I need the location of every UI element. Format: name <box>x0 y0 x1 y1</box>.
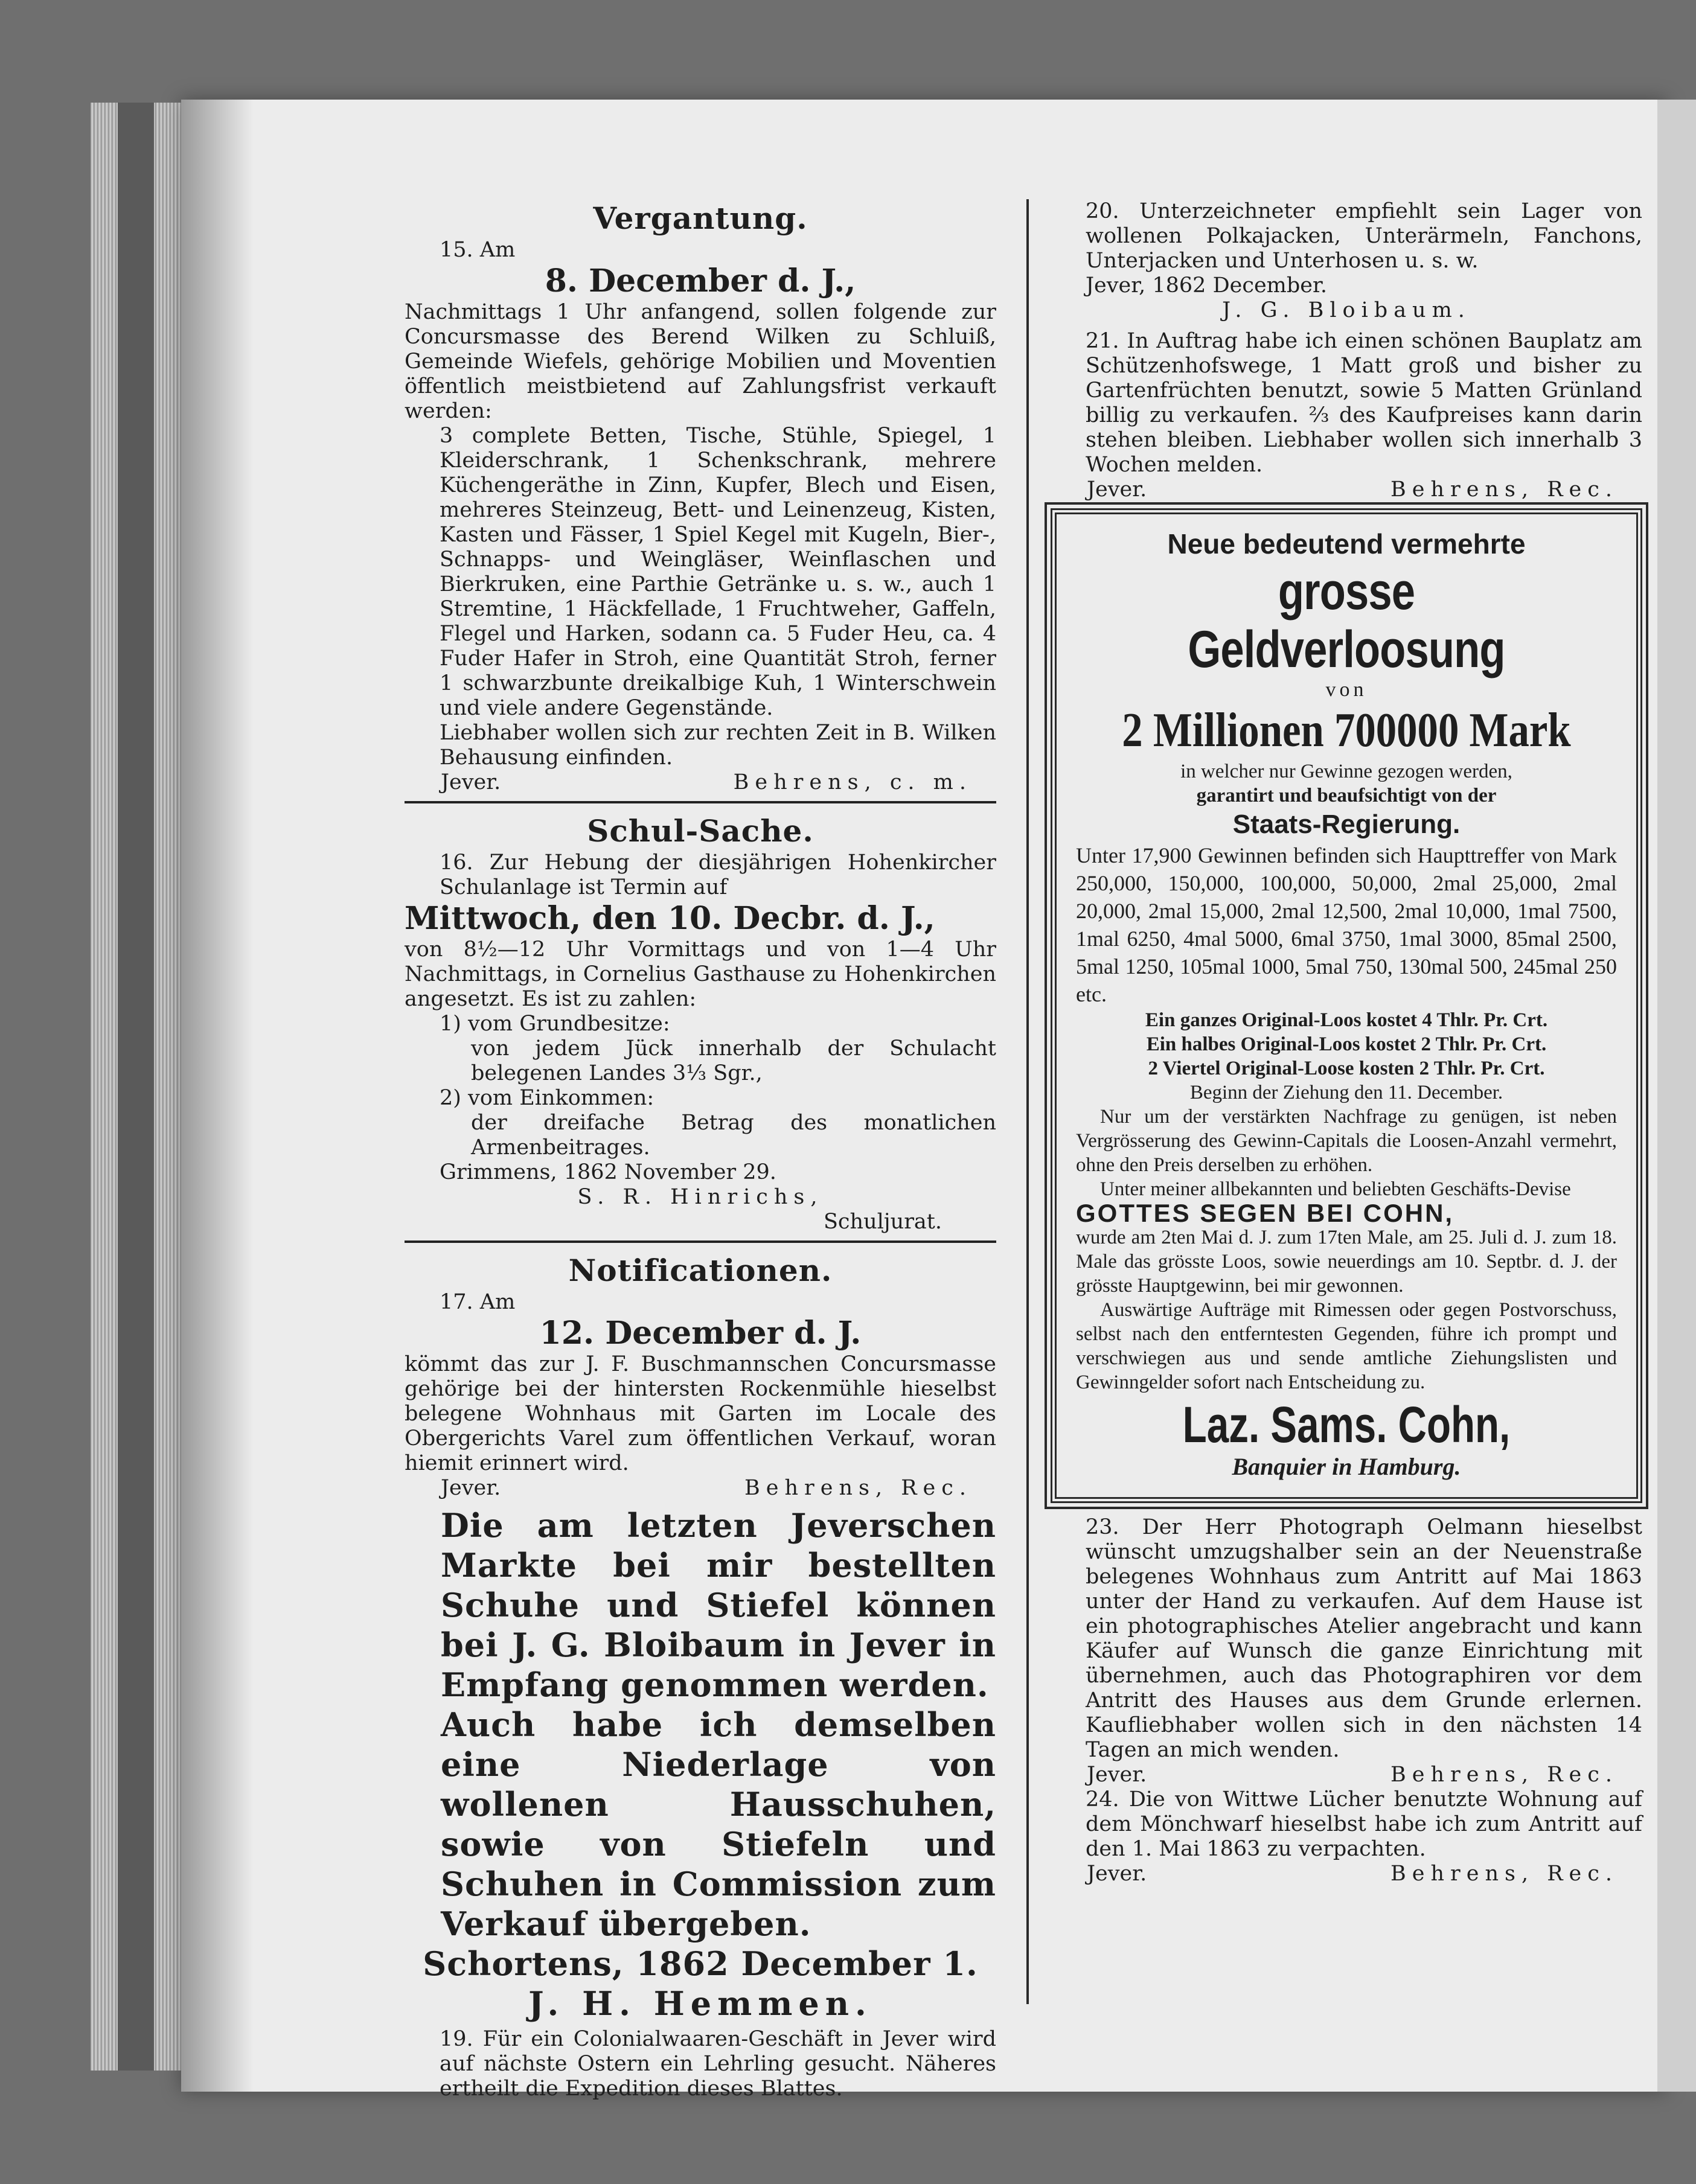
signature-name: Behrens, Rec. <box>1390 1763 1618 1787</box>
place-date: Grimmens, 1862 November 29. <box>440 1160 776 1184</box>
ad-paragraph-2: Unter meiner allbekannten und beliebten Geschäfts-Devise <box>1100 1178 1571 1200</box>
section-heading-vergantung: Vergantung. <box>593 200 808 236</box>
ad-line-1: Neue bedeutend vermehrte <box>1167 528 1526 560</box>
ad-price-half: Ein halbes Original-Loos kostet 2 Thlr. Pr. Crt. <box>1146 1033 1547 1055</box>
large-announcement: Die am letzten Jeverschen Markte bei mir bestellten Schuhe und Stiefel können bei J. G. Bloibaum in Jever in Empfang genommen werden. <box>441 1506 996 1704</box>
signature-place: Jever. <box>441 770 501 794</box>
section-rule <box>405 801 996 803</box>
notice-number: 17. Am <box>440 1290 516 1314</box>
signature-line <box>405 1476 996 1501</box>
auction-date: 8. December d. J., <box>545 263 856 299</box>
ad-draw-date: Beginn der Ziehung den 11. December. <box>1189 1082 1503 1103</box>
signature-place: Jever. <box>1087 477 1147 502</box>
sale-date: 12. December d. J. <box>539 1315 862 1352</box>
signature-line <box>1051 1763 1642 1787</box>
ad-paragraph-1: Nur um der verstärkten Nachfrage zu genügen, ist neben Vergrösserung des Gewinn-Capitals die Loosen-Anzahl vermehrt, ohne den Preis derselben zu erhöhen. <box>1076 1106 1617 1176</box>
list-item-detail: der dreifache Betrag des monatlichen Armenbeitrages. <box>471 1111 996 1160</box>
next-page-edge <box>1657 100 1696 2092</box>
notice-body: von 8½—12 Uhr Vormittags und von 1—4 Uhr Nachmittags, in Cornelius Gasthause zu Hohenkirchen angesetzt. Es ist zu zahlen: <box>405 937 996 1011</box>
signature-line <box>405 770 996 795</box>
right-column <box>1051 199 1642 1886</box>
ad-line-6: garantirt und beaufsichtigt von der <box>1196 785 1497 806</box>
ad-paragraph-4: Auswärtige Aufträge mit Rimessen oder gegen Postvorschuss, selbst nach den entferntesten Gegenden, führe ich prompt und verschwiegen aus und sende amtliche Ziehungslisten und Gewinngelder sofort nach Entscheidung zu. <box>1076 1299 1617 1393</box>
notice-20: 20. Unterzeichneter empfiehlt sein Lager von wollenen Polkajacken, Unterärmeln, Fanchons, Unterjacken und Unterhosen u. s. w. <box>1086 199 1642 273</box>
place-date: Jever, 1862 December. <box>1086 273 1327 298</box>
large-announcement-continued: Auch habe ich demselben eine Niederlage von wollenen Hausschuhen, sowie von Stiefeln und Schuhen in Commission zum Verkauf übergeben. <box>441 1705 996 1943</box>
signature-name: S. R. Hinrichs, <box>577 1185 824 1209</box>
ad-line-von: von <box>1325 679 1368 701</box>
column-divider <box>1026 199 1029 2004</box>
section-rule <box>405 1240 996 1243</box>
list-item: 1) vom Grundbesitze: <box>440 1012 670 1036</box>
large-announcement-signature: J. H. Hemmen. <box>528 1984 872 2023</box>
signature-name: J. G. Bloibaum. <box>1222 298 1471 322</box>
list-item: 2) vom Einkommen: <box>440 1086 654 1110</box>
ad-price-quarter: 2 Viertel Original-Loose kosten 2 Thlr. Pr. Crt. <box>1148 1058 1545 1079</box>
ad-firm-name: Laz. Sams. Cohn, <box>1182 1396 1511 1453</box>
notice-body: Nachmittags 1 Uhr anfangend, sollen folgende zur Concursmasse des Berend Wilken zu Schluiß, Gemeinde Wiefels, gehörige Mobilien und Moventien öffentlich meistbietend auf Zahlungsfrist verkauft werden: <box>405 300 996 423</box>
item-list: 3 complete Betten, Tische, Stühle, Spiegel, 1 Kleiderschrank, 1 Schenkschrank, mehrere Küchengeräthe in Zinn, Kupfer, Blech und Eisen, mehreres Steinzeug, Bett- und Leinenzeug, Kisten, Kasten und Fässer, 1 Spiel Kegel mit Kugeln, Bier-, Schnapps- und Weingläser, Weinflaschen und Bierkruken, eine Parthie Getränke u. s. w., auch 1 Stremtine, 1 Häckfellade, 1 Fruchtweher, Gaffeln, Flegel und Harken, sodann ca. 5 Fuder Heu, ca. 4 Fuder Hafer in Stroh, eine Quantität Stroh, ferner 1 schwarzbunte dreikalbige Kuh, 1 Winterschwein und viele andere Gegenstände. <box>440 424 996 720</box>
large-announcement-place: Schortens, 1862 December 1. <box>423 1944 978 1983</box>
list-item-detail: von jedem Jück innerhalb der Schulacht belegenen Landes 3⅓ Sgr., <box>471 1036 996 1085</box>
meeting-date: Mittwoch, den 10. Decbr. d. J., <box>405 900 935 937</box>
left-column <box>405 199 996 2101</box>
section-heading-notificationen: Notificationen. <box>568 1253 833 1288</box>
ad-headline: grosse Geldverloosung <box>1188 563 1505 679</box>
notice-24: 24. Die von Wittwe Lücher benutzte Wohnung auf dem Mönchwarf hieselbst habe ich zum Antritt auf den 1. Mai 1863 zu verpachten. <box>1086 1787 1642 1861</box>
signature-name: Behrens, Rec. <box>1390 477 1618 502</box>
ad-line-5: in welcher nur Gewinne gezogen werden, <box>1180 761 1512 782</box>
book-cover-edge <box>118 103 154 2071</box>
notice-body: kömmt das zur J. F. Buschmannschen Concursmasse gehörige bei der hintersten Rockenmühle hieselbst belegene Wohnhaus mit Garten im Locale des Obergerichts Varel zum öffentlichen Verkauf, woran hiemit erinnert wird. <box>405 1352 996 1475</box>
notice-21: 21. In Auftrag habe ich einen schönen Bauplatz am Schützenhofswege, 1 Matt groß und bisher zu Gartenfrüchten benutzt, sowie 5 Matten Grünland billig zu verkaufen. ⅔ des Kaufpreises kann darin stehen bleiben. Liebhaber wollen sich innerhalb 3 Wochen melden. <box>1086 329 1642 477</box>
ad-firm-subtitle: Banquier in Hamburg. <box>1232 1453 1461 1480</box>
signature-name: Behrens, Rec. <box>1390 1862 1618 1886</box>
gutter-shadow <box>181 100 254 2092</box>
lottery-advertisement <box>1051 508 1642 1503</box>
ad-prizes: Unter 17,900 Gewinnen befinden sich Haupttreffer von Mark 250,000, 150,000, 100,000, 50,000, 2mal 25,000, 2mal 20,000, 2mal 15,000, 2mal 12,500, 2mal 10,000, 1mal 7500, 1mal 6250, 4mal 5000, 6mal 3750, 1mal 3000, 85mal 2500, 5mal 1250, 105mal 1000, 5mal 750, 130mal 500, 245mal 250 etc. <box>1076 843 1617 1006</box>
signature-line <box>1051 477 1642 502</box>
ad-price-whole: Ein ganzes Original-Loos kostet 4 Thlr. Pr. Crt. <box>1145 1009 1548 1031</box>
section-heading-schul-sache: Schul-Sache. <box>587 813 814 849</box>
ad-paragraph-3: wurde am 2ten Mai d. J. zum 17ten Male, am 25. Juli d. J. zum 18. Male das grösste Loos, sowie neuerdings am 10. Septbr. d. J. der grösste Hauptgewinn, bei mir gewonnen. <box>1076 1227 1617 1297</box>
ad-amount: 2 Millionen 700000 Mark <box>1122 704 1571 757</box>
signature-place: Jever. <box>1087 1862 1147 1886</box>
signature-line <box>1051 1862 1642 1886</box>
notice-closing: Liebhaber wollen sich zur rechten Zeit in B. Wilken Behausung einfinden. <box>440 721 996 770</box>
signature-name: Behrens, c. m. <box>733 770 972 794</box>
signature-place: Jever. <box>441 1476 501 1500</box>
notice-intro: 16. Zur Hebung der diesjährigen Hohenkircher Schulanlage ist Termin auf <box>440 851 996 899</box>
signature-title: Schuljurat. <box>823 1210 942 1234</box>
signature-place: Jever. <box>1087 1763 1147 1787</box>
notice-23: 23. Der Herr Photograph Oelmann hieselbst wünscht umzugshalber sein an der Neuenstraße belegenes Wohnhaus zum Antritt auf Mai 1863 unter der Hand zu verkaufen. Auf dem Hause ist ein photographisches Atelier angebracht und kann Käufer auf Wunsch die ganze Einrichtung mit übernehmen, auch das Photographiren vor dem Antritt des Hauses aus dem Grunde erlernen. Kaufliebhaber wollen sich in den nächsten 14 Tagen an mich wenden. <box>1086 1515 1642 1762</box>
ad-state: Staats-Regierung. <box>1232 809 1461 839</box>
signature-name: Behrens, Rec. <box>744 1476 972 1500</box>
notice-19: 19. Für ein Colonialwaaren-Geschäft in Jever wird auf nächste Ostern ein Lehrling gesucht. Näheres ertheilt die Expedition dieses Blattes. <box>440 2027 996 2101</box>
notice-number: 15. Am <box>440 238 516 262</box>
ad-motto: GOTTES SEGEN BEI COHN, <box>1076 1199 1454 1227</box>
